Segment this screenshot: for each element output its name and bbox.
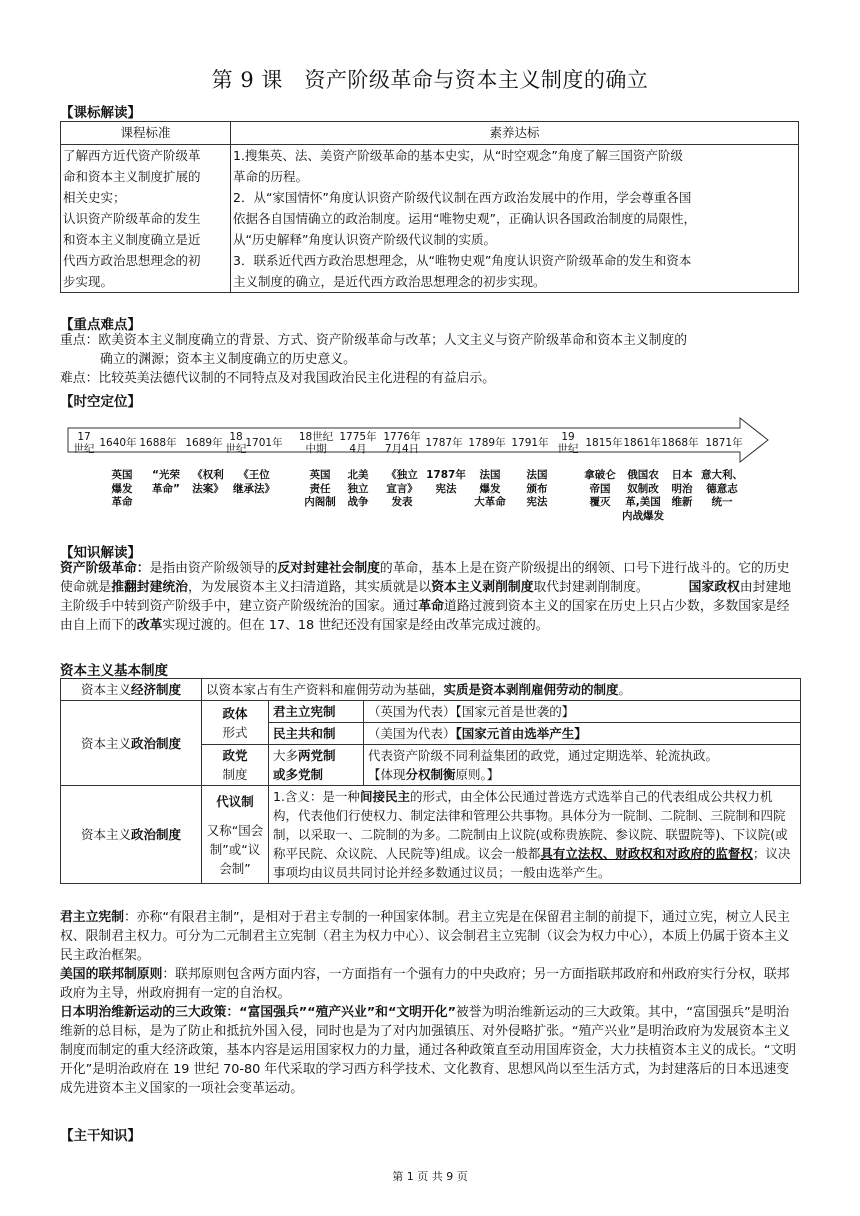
timeline-event: 北美 独立 战争 — [347, 469, 369, 508]
economic-system-label: 资本主义经济制度 — [61, 679, 202, 701]
timeline-date-label: 1776年 7月4日 — [383, 431, 421, 455]
timeline-date-label: 1689年 — [185, 437, 223, 449]
course-standard-cell: 了解西方近代资产阶级革 命和资本主义制度扩展的 相关史实； 认识资产阶级革命的发生 和资本主义制度确立是近 代西方政治思想理念的初 步实现。 — [61, 145, 231, 293]
timeline-date-label: 1688年 — [139, 437, 177, 449]
timeline-event: 法国 爆发 大革命 — [474, 469, 506, 508]
timeline-date-label: 18世纪 中期 — [298, 431, 334, 455]
section-main-heading: 【主干知识】 — [60, 1128, 141, 1144]
bourgeois-revolution-paragraph: 资产阶级革命：是指由资产阶级领导的反对封建社会制度的革命，基本上是在资产阶级提出的纲领、口号下进行战斗的。它的历史使命就是推翻封建统治，为发展资本主义扫清道路，其实质就是以资本主义剥削制度取代封建剥削制度。 国家政权由封建地主阶级手中转到资产阶级手中，建立资产阶级统治的国家。通过革命道路过渡到资本主义的国家在历史上只占少数，多数国家是经由自上而下的改革实现过渡的。但在 17、18 世纪还没有国家是经由改革完成过渡的。 — [60, 561, 792, 633]
section-key-heading: 【重点难点】 — [60, 317, 141, 333]
timeline-date-label: 1791年 — [511, 437, 549, 449]
representative-system-label: 代议制 又称“国会制”或“议会制” — [202, 786, 269, 884]
constitutional-monarchy-desc: （英国为代表）【国家元首是世袭的】 — [364, 701, 801, 723]
header-course-standard: 课程标准 — [61, 122, 231, 145]
header-literacy: 素养达标 — [231, 122, 799, 145]
timeline-date-label: 17 世纪 — [73, 431, 95, 455]
timeline-date-label: 19 世纪 — [557, 431, 579, 455]
timeline-date-label: 1640年 — [99, 437, 137, 449]
timeline-event: 《独立 宣言》 发表 — [386, 469, 418, 508]
section-standards-heading: 【课标解读】 — [60, 105, 141, 121]
party-system-desc: 代表资产阶级不同利益集团的政党，通过定期选举、轮流执政。 【体现分权制衡原则。】 — [364, 745, 801, 786]
timeline-event: 1787年 宪法 — [426, 469, 466, 495]
meiji-paragraph: 日本明治维新运动的三大政策：“富国强兵”“殖产兴业”和“文明开化”被誉为明治维新运动的三大政策。其中，“富国强兵”是明治维新的总目标，是为了防止和抵抗外国入侵，同时也是为了对内加强镇压、对外侵略扩张。“殖产兴业”是明治政府为发展资本主义制度而制定的重大经济政策，基本内容是运用国家权力的力量，通过各种政策直至动用国库资金，大力扶植资本主义的成长。“文明开化”是明治政府在 19 世纪 70-80 年代采取的学习西方科学技术、文化教育、思想风尚以至生活方式，为封建落后的日本迅速变成先进资本主义国家的一项社会变革运动。 — [60, 1005, 797, 1096]
timeline-event: 意大利、 德意志 统一 — [701, 469, 743, 508]
timeline-date-label: 1861年 — [623, 437, 661, 449]
constitutional-monarchy-paragraph: 君主立宪制：亦称“有限君主制”，是相对于君主专制的一种国家体制。君主立宪是在保留君主制的前提下，通过立宪，树立人民主权、限制君主权力。可分为二元制君主立宪制（君主为权力中心）、议会制君主立宪制（议会为权力中心），本质上仍属于资本主义民主政治框架。 — [60, 910, 790, 963]
standards-table — [60, 121, 799, 293]
timeline-event: 法国 颁布 宪法 — [526, 469, 548, 508]
timeline-event: 日本 明治 维新 — [671, 469, 693, 508]
timeline — [60, 416, 772, 522]
democratic-republic-desc: （美国为代表）【国家元首由选举产生】 — [364, 723, 801, 745]
key-points: 重点：欧美资本主义制度确立的背景、方式、资产阶级革命与改革；人文主义与资产阶级革命和资本主义制度的 确立的渊源；资本主义制度确立的历史意义。 难点：比较英美法德代议制的不同特点及对我国政治民主化进程的有益启示。 — [60, 333, 688, 386]
timeline-date-label: 1871年 — [705, 437, 743, 449]
basic-system-table — [60, 678, 801, 884]
timeline-event: 俄国农 奴制改 革,美国 内战爆发 — [622, 469, 664, 522]
section-knowledge-heading: 【知识解读】 — [60, 545, 141, 561]
timeline-date-label: 1775年 4月 — [339, 431, 377, 455]
timeline-event: 《权利 法案》 — [192, 469, 224, 495]
timeline-event: 《王位 继承法》 — [233, 469, 275, 495]
party-system-label: 政党 制度 — [202, 745, 269, 786]
section-timeline-heading: 【时空定位】 — [60, 394, 141, 410]
party-system-type: 大多两党制 或多党制 — [269, 745, 364, 786]
literacy-cell: 1.搜集英、法、美资产阶级革命的基本史实，从“时空观念”角度了解三国资产阶级 革命的历程。 2．从“家国情怀”角度认识资产阶级代议制在西方政治发展中的作用，学会尊重各国 依据各自国情确立的政治制度。运用“唯物史观”，正确认识各国政治制度的局限性， 从“历史解释”角度认识资产阶级代议制的实质。 3．联系近代西方政治思想理念，从“唯物史观”角度认识资产阶级革命的发生和资本 主义制度的确立，是近代西方政治思想理念的初步实现。 — [231, 145, 799, 293]
page-footer: 第 1 页 共 9 页 — [392, 1170, 468, 1183]
timeline-event: 拿破仑 帝国 覆灭 — [584, 469, 616, 508]
timeline-event: “光荣 革命” — [152, 469, 180, 495]
representative-system-desc: 1.含义：是一种间接民主的形式，由全体公民通过普选方式选举自己的代表组成公共权力机构，代表他们行使权力、制定法律和管理公共事物。具体分为一院制、二院制、三院制和四院制，以采取一、二院制的为多。二院制由上议院(或称贵族院、参议院、联盟院等)、下议院(或称平民院、众议院、人民院等)组成。议会一般都具有立法权、财政权和对政府的监督权；议决事项均由议员共同讨论并经多数通过议员；一般由选举产生。 — [269, 786, 801, 884]
timeline-date-label: 1787年 — [425, 437, 463, 449]
federalism-paragraph: 美国的联邦制原则：联邦原则包含两方面内容，一方面指有一个强有力的中央政府；另一方面指联邦政府和州政府实行分权，联邦政府为主导，州政府拥有一定的自治权。 — [60, 967, 790, 1001]
political-system-label-2: 资本主义政治制度 — [61, 786, 202, 884]
timeline-date-label: 1701年 — [245, 437, 283, 449]
timeline-date-label: 1789年 — [468, 437, 506, 449]
economic-system-desc: 以资本家占有生产资料和雇佣劳动为基础，实质是资本剥削雇佣劳动的制度。 — [202, 679, 801, 701]
timeline-date-label: 1868年 — [661, 437, 699, 449]
democratic-republic-label: 民主共和制 — [269, 723, 364, 745]
constitutional-monarchy-label: 君主立宪制 — [269, 701, 364, 723]
timeline-date-label: 18 世纪 — [225, 431, 247, 455]
regime-form-label: 政体 形式 — [202, 701, 269, 745]
page-title: 第 9 课 资产阶级革命与资本主义制度的确立 — [211, 68, 649, 92]
timeline-event: 英国 爆发 革命 — [111, 469, 133, 508]
basic-system-heading: 资本主义基本制度 — [60, 663, 168, 679]
more-knowledge — [60, 908, 800, 1098]
timeline-event: 英国 责任 内阁制 — [304, 469, 336, 508]
political-system-label: 资本主义政治制度 — [61, 701, 202, 786]
timeline-date-label: 1815年 — [585, 437, 623, 449]
